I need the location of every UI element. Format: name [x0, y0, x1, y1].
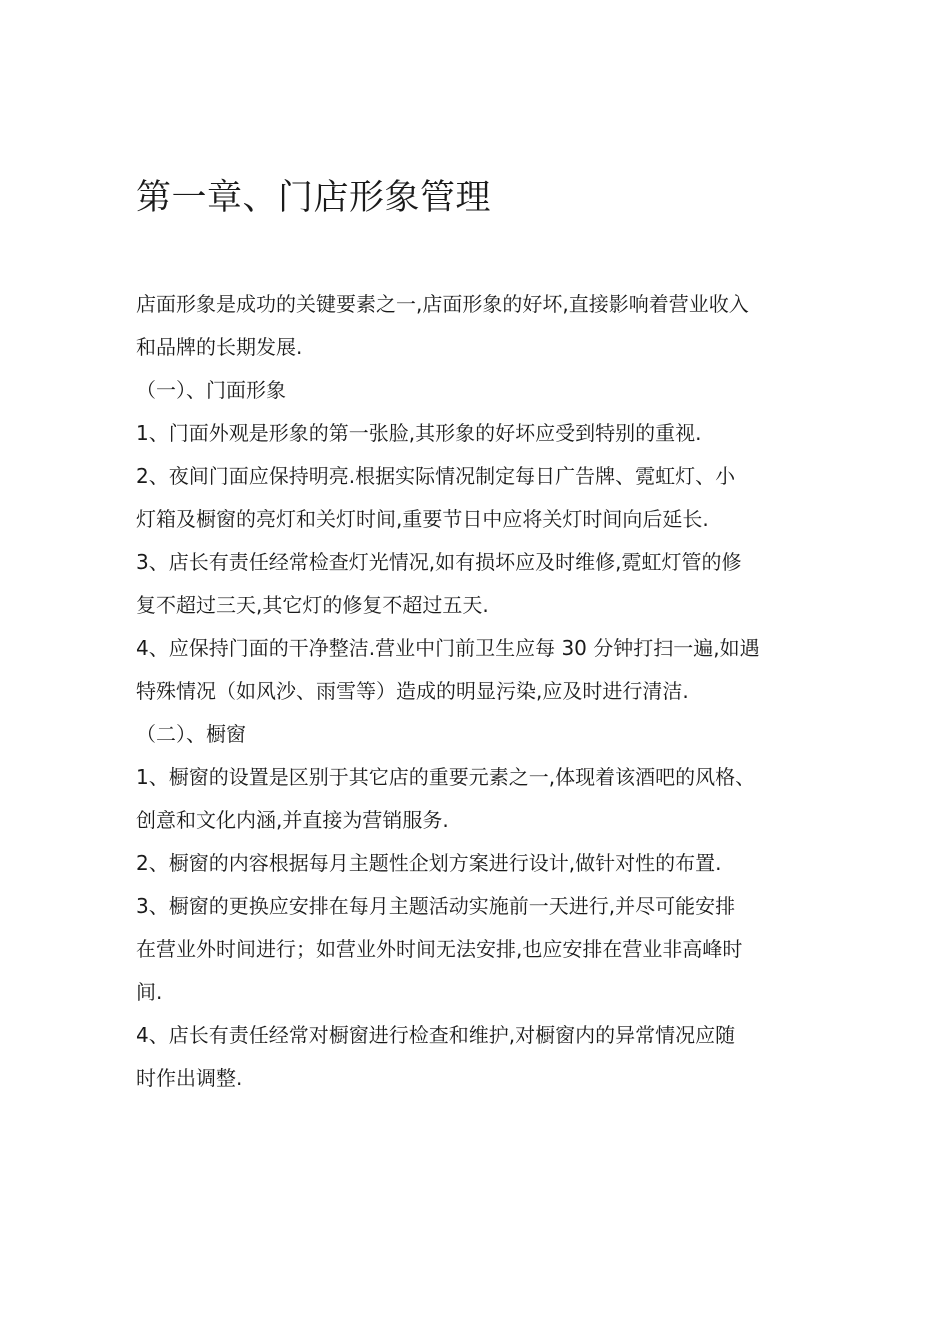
facade-item-2 [136, 455, 826, 541]
document-body [136, 283, 826, 1100]
item-line: 4、应保持门面的干净整洁.营业中门前卫生应每 30 分钟打扫一遍,如遇 [136, 636, 760, 660]
window-item-2 [136, 842, 826, 885]
intro-paragraph [136, 283, 826, 369]
item-line: 1、橱窗的设置是区别于其它店的重要元素之一,体现着该酒吧的风格、 [136, 765, 756, 789]
intro-line: 店面形象是成功的关键要素之一,店面形象的好坏,直接影响着营业收入 [136, 292, 749, 316]
window-item-4 [136, 1014, 826, 1100]
window-item-3 [136, 885, 826, 1014]
facade-item-1 [136, 412, 826, 455]
section-heading-facade: （一）、门面形象 [136, 378, 286, 402]
item-line: 4、店长有责任经常对橱窗进行检查和维护,对橱窗内的异常情况应随 [136, 1023, 736, 1047]
item-line: 复不超过三天,其它灯的修复不超过五天. [136, 593, 489, 617]
item-line: 时作出调整. [136, 1066, 243, 1090]
item-line: 3、橱窗的更换应安排在每月主题活动实施前一天进行,并尽可能安排 [136, 894, 736, 918]
facade-item-4 [136, 627, 826, 713]
item-line: 间. [136, 980, 163, 1004]
item-line: 在营业外时间进行；如营业外时间无法安排,也应安排在营业非高峰时 [136, 937, 743, 961]
window-item-1 [136, 756, 826, 842]
item-line: 灯箱及橱窗的亮灯和关灯时间,重要节日中应将关灯时间向后延长. [136, 507, 709, 531]
item-line: 特殊情况（如风沙、雨雪等）造成的明显污染,应及时进行清洁. [136, 679, 689, 703]
chapter-title: 第一章、门店形象管理 [136, 178, 492, 218]
item-line: 1、门面外观是形象的第一张脸,其形象的好坏应受到特别的重视. [136, 421, 702, 445]
intro-line: 和品牌的长期发展. [136, 335, 303, 359]
item-line: 创意和文化内涵,并直接为营销服务. [136, 808, 449, 832]
item-line: 3、店长有责任经常检查灯光情况,如有损坏应及时维修,霓虹灯管的修 [136, 550, 742, 574]
item-line: 2、夜间门面应保持明亮.根据实际情况制定每日广告牌、霓虹灯、小 [136, 464, 736, 488]
facade-item-3 [136, 541, 826, 627]
item-line: 2、橱窗的内容根据每月主题性企划方案进行设计,做针对性的布置. [136, 851, 722, 875]
section-heading-window: （二）、橱窗 [136, 722, 246, 746]
